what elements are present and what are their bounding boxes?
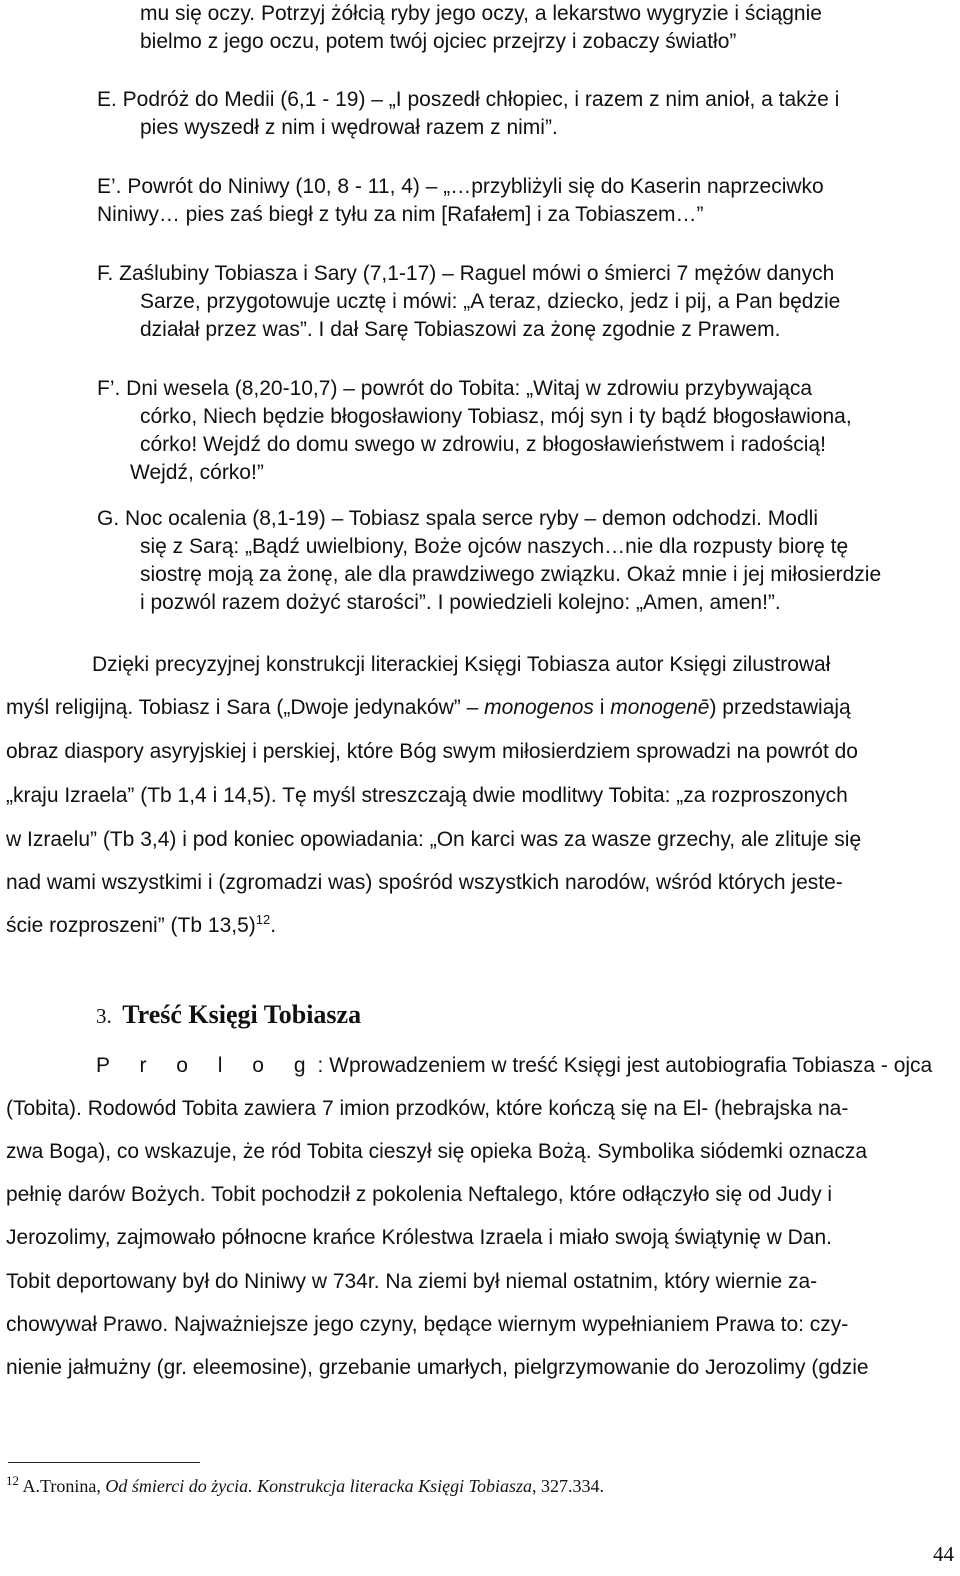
paragraph-1-line-2c: i bbox=[593, 696, 611, 719]
outline-f-line-3: działał przez was”. I dał Sarę Tobiaszowi za żonę zgodnie z Prawem. bbox=[140, 318, 781, 341]
term-monogenos: monogenos bbox=[484, 696, 594, 719]
footnote-number: 12 bbox=[6, 1473, 19, 1488]
paragraph-1-line-1: Dzięki precyzyjnej konstrukcji literackiej Księgi Tobiasza autor Księgi zilustrował bbox=[92, 653, 831, 676]
footnote-reference[interactable]: 12 bbox=[255, 912, 271, 927]
section-heading-text bbox=[96, 999, 361, 1032]
paragraph-1-line-5: w Izraelu” (Tb 3,4) i pod koniec opowiadania: „On karci was za wasze grzechy, ale zlituje się bbox=[6, 828, 862, 851]
prolog-line-8: nienie jałmużny (gr. eleemosine), grzebanie umarłych, pielgrzymowanie do Jerozolimy (gdzie bbox=[6, 1356, 869, 1379]
paragraph-1-line-2e: ) przedstawiają bbox=[709, 696, 851, 719]
term-monogene: monogenē bbox=[610, 696, 710, 719]
outline-f2-line-3: córko! Wejdź do domu swego w zdrowiu, z błogosławieństwem i radością! bbox=[140, 433, 826, 456]
section-number-label: 3. bbox=[96, 1004, 112, 1028]
prolog-line-7: chowywał Prawo. Najważniejsze jego czyny, będące wiernym wypełnianiem Prawa to: czy- bbox=[6, 1313, 849, 1336]
paragraph-1-line-3: obraz diaspory asyryjskiej i perskiej, które Bóg swym miłosierdziem sprowadzi na powrót do bbox=[6, 740, 858, 763]
paragraph-1-line-7-end: . bbox=[270, 914, 277, 937]
outline-e2-line-1: E’. Powrót do Niniwy (10, 8 - 11, 4) – „…przybliżyli się do Kaserin naprzeciwko bbox=[97, 175, 824, 198]
outline-e-line-1: E. Podróż do Medii (6,1 - 19) – „I poszedł chłopiec, i razem z nim anioł, a także i bbox=[97, 88, 840, 111]
outline-d-line-1: mu się oczy. Potrzyj żółcią ryby jego oczy, a lekarstwo wygryzie i ściągnie bbox=[140, 2, 822, 25]
footnote bbox=[6, 1474, 604, 1498]
outline-d-line-2: bielmo z jego oczu, potem twój ojciec przejrzy i zobaczy światło” bbox=[140, 30, 737, 53]
paragraph-1-line-6: nad wami wszystkimi i (zgromadzi was) spośród wszystkich narodów, wśród których jeste- bbox=[6, 871, 843, 894]
paragraph-1-line-4: „kraju Izraela” (Tb 1,4 i 14,5). Tę myśl streszczają dwie modlitwy Tobita: „za rozproszonych bbox=[6, 784, 848, 807]
outline-f2-line-2: córko, Niech będzie błogosławiony Tobiasz, mój syn i ty bądź błogosławiona, bbox=[140, 405, 852, 428]
footnote-pages: , 327.334. bbox=[532, 1476, 605, 1496]
outline-f2-line-1: F’. Dni wesela (8,20-10,7) – powrót do Tobita: „Witaj w zdrowiu przybywająca bbox=[97, 377, 813, 400]
prolog-line-6: Tobit deportowany był do Niniwy w 734r. Na ziemi był niemal ostatnim, który wiernie za- bbox=[6, 1270, 818, 1293]
prolog-line-1-text: : Wprowadzeniem w treść Księgi jest autobiografia Tobiasza - ojca bbox=[317, 1054, 933, 1077]
footnote-divider bbox=[8, 1462, 200, 1463]
prolog-line-2: (Tobita). Rodowód Tobita zawiera 7 imion przodków, które kończą się na El- (hebrajska na- bbox=[6, 1097, 849, 1120]
outline-g-line-3: siostrę moją za żonę, ale dla prawdziwego związku. Okaż mnie i jej miłosierdzie bbox=[140, 563, 882, 586]
paragraph-1-line-2a: myśl religijną. Tobiasz i Sara („Dwoje jedynaków” – bbox=[6, 696, 485, 719]
page-number: 44 bbox=[933, 1542, 954, 1566]
paragraph-1-line-2 bbox=[6, 694, 851, 722]
prolog-line-1 bbox=[96, 1052, 932, 1080]
outline-e2-line-2: Niniwy… pies zaś biegł z tyłu za nim [Rafałem] i za Tobiaszem…” bbox=[97, 203, 704, 226]
outline-e-line-2: pies wyszedł z nim i wędrował razem z nimi”. bbox=[140, 116, 558, 139]
prolog-line-4: pełnię darów Bożych. Tobit pochodził z pokolenia Neftalego, które odłączyło się od Judy i bbox=[6, 1183, 833, 1206]
paragraph-1-line-7-text: ście rozproszeni” (Tb 13,5) bbox=[6, 914, 256, 937]
outline-g-line-2: się z Sarą: „Bądź uwielbiony, Boże ojców naszych…nie dla rozpusty biorę tę bbox=[140, 535, 849, 558]
section-title: Treść Księgi Tobiasza bbox=[122, 1000, 362, 1029]
outline-f2-line-4: Wejdź, córko!” bbox=[130, 461, 264, 484]
outline-g-line-4: i pozwól razem dożyć starości”. I powiedzieli kolejno: „Amen, amen!”. bbox=[140, 591, 781, 614]
prolog-line-5: Jerozolimy, zajmowało północne krańce Królestwa Izraela i miało swoją świątynię w Dan. bbox=[6, 1226, 832, 1249]
outline-f-line-1: F. Zaślubiny Tobiasza i Sary (7,1-17) – Raguel mówi o śmierci 7 mężów danych bbox=[97, 262, 835, 285]
footnote-title: Od śmierci do życia. Konstrukcja literacka Księgi Tobiasza bbox=[105, 1476, 533, 1496]
paragraph-1-line-7 bbox=[6, 912, 276, 940]
outline-f-line-2: Sarze, przygotowuje ucztę i mówi: „A teraz, dziecko, jedz i pij, a Pan będzie bbox=[140, 290, 841, 313]
outline-g-line-1: G. Noc ocalenia (8,1-19) – Tobiasz spala serce ryby – demon odchodzi. Modli bbox=[97, 507, 818, 530]
prolog-line-3: zwa Boga), co wskazuje, że ród Tobita cieszył się opieka Bożą. Symbolika siódemki oznacza bbox=[6, 1140, 868, 1163]
prolog-label: P r o l o g bbox=[96, 1054, 318, 1077]
footnote-author: A.Tronina, bbox=[22, 1476, 106, 1496]
